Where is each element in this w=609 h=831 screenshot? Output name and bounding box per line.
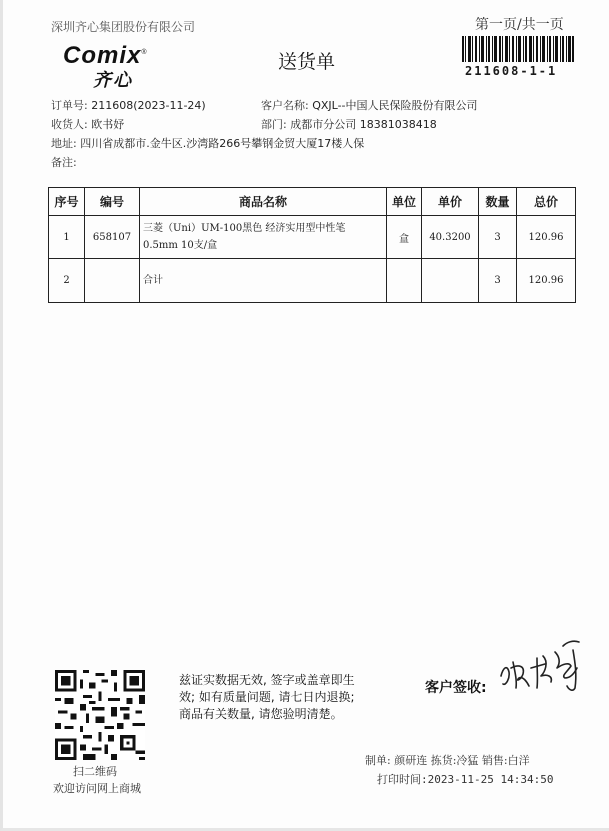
page-indicator: 第一页/共一页 xyxy=(475,17,564,33)
qr-caption-visit: 欢迎访问网上商城 xyxy=(53,782,141,795)
qr-code xyxy=(55,670,145,760)
table-row-summary xyxy=(49,259,576,303)
row-no: 2 xyxy=(49,259,85,303)
comix-logo: Comix® xyxy=(63,42,148,69)
address-value: 四川省成都市.金牛区.沙湾路266号攀钢金贸大厦17楼人保 xyxy=(80,137,365,150)
comix-logo-cn: 齐心 xyxy=(93,70,133,91)
dept-label: 部门: xyxy=(261,118,287,131)
row-price xyxy=(422,259,479,303)
row-total: 120.96 xyxy=(517,216,576,259)
header-cell-qty: 数量 xyxy=(479,188,517,216)
receiver-value: 欧书妤 xyxy=(91,118,125,131)
customer-label: 客户名称: xyxy=(261,99,309,112)
address-label: 地址: xyxy=(51,137,77,150)
staff-line: 制单: 颜研连 拣货:冷猛 销售:白洋 xyxy=(365,754,530,767)
row-no: 1 xyxy=(49,216,85,259)
customer-row xyxy=(261,97,478,113)
header-cell-total: 总价 xyxy=(517,188,576,216)
address-row xyxy=(51,135,364,151)
logo-en-text: Comix xyxy=(63,42,142,69)
company-name: 深圳齐心集团股份有限公司 xyxy=(51,20,196,34)
row-name-line1: 合计 xyxy=(143,275,163,286)
remark-label: 备注: xyxy=(51,156,77,169)
customer-sign-label: 客户签收: xyxy=(425,680,487,696)
row-code xyxy=(85,259,140,303)
header-cell-no: 序号 xyxy=(49,188,85,216)
table-row xyxy=(49,216,576,259)
dept-value: 成都市分公司 18381038418 xyxy=(290,118,437,131)
order-number-row xyxy=(51,97,206,113)
header-cell-code: 编号 xyxy=(85,188,140,216)
row-name xyxy=(140,216,387,259)
row-name xyxy=(140,259,387,303)
receiver-row xyxy=(51,116,124,132)
print-time: 打印时间:2023-11-25 14:34:50 xyxy=(377,773,554,786)
row-name-line2: 0.5mm 10支/盒 xyxy=(143,240,218,251)
document-title: 送货单 xyxy=(278,51,336,73)
row-unit xyxy=(387,259,422,303)
customer-value: QXJL--中国人民保险股份有限公司 xyxy=(312,99,478,112)
row-name-line1: 三菱（Uni）UM-100黑色 经济实用型中性笔 xyxy=(143,223,346,234)
header-cell-name: 商品名称 xyxy=(140,188,387,216)
table-header-row xyxy=(49,188,576,216)
row-total: 120.96 xyxy=(517,259,576,303)
row-qty: 3 xyxy=(479,216,517,259)
remark-row xyxy=(51,154,77,170)
department-row xyxy=(261,116,437,132)
header-cell-price: 单价 xyxy=(422,188,479,216)
receiver-label: 收货人: xyxy=(51,118,88,131)
header-cell-unit: 单位 xyxy=(387,188,422,216)
order-no-label: 订单号: xyxy=(51,99,88,112)
items-table xyxy=(48,187,576,303)
barcode-number: 211608-1-1 xyxy=(465,64,558,78)
handwritten-signature xyxy=(493,628,593,696)
order-no-value: 211608(2023-11-24) xyxy=(91,99,206,112)
notice-line-1: 兹证实数据无效, 签字或盖章即生 xyxy=(179,673,355,687)
notice-text xyxy=(179,672,355,723)
notice-line-2: 效; 如有质量问题, 请七日内退换; xyxy=(179,690,355,704)
row-qty: 3 xyxy=(479,259,517,303)
row-code: 658107 xyxy=(85,216,140,259)
row-unit: 盒 xyxy=(387,216,422,259)
qr-caption-scan: 扫二维码 xyxy=(73,765,117,778)
barcode-graphic xyxy=(462,36,574,62)
notice-line-3: 商品有关数量, 请您验明清楚。 xyxy=(179,707,343,721)
row-price: 40.3200 xyxy=(422,216,479,259)
